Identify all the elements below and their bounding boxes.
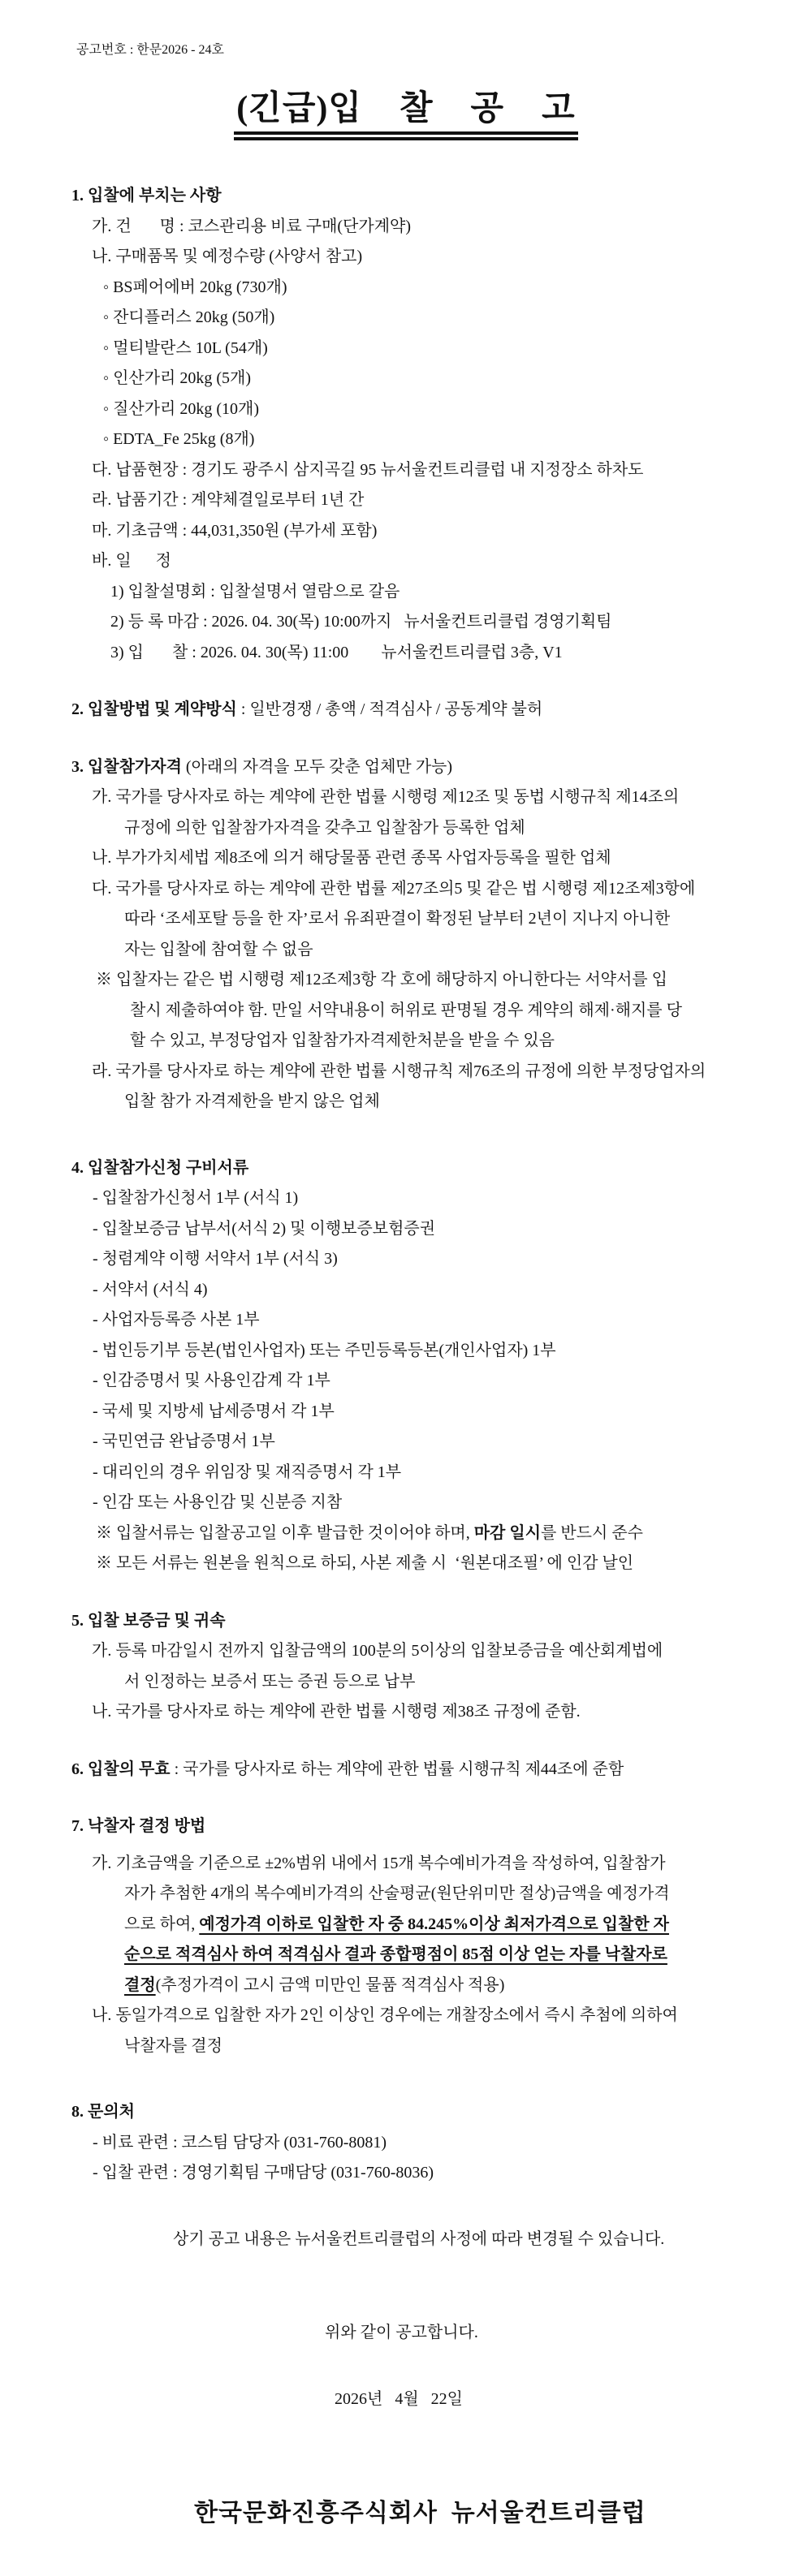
required-document	[0, 1183, 812, 1214]
required-document	[0, 1244, 812, 1275]
doc-text-segment: 6. 입찰의 무효	[71, 1760, 171, 1778]
doc-text-segment: 가. 기초금액을 기준으로 ±2%범위 내에서 15개 복수예비가격을 작성하여, 입찰참가	[92, 1854, 666, 1872]
doc-text-segment: 2. 입찰방법 및 계약방식	[71, 700, 237, 719]
contact-item	[0, 2158, 812, 2189]
required-document	[0, 1458, 812, 1488]
doc-text-segment: - 입찰참가신청서 1부 (서식 1)	[93, 1189, 299, 1208]
doc-text-segment: 나. 구매품목 및 예정수량 (사양서 참고)	[92, 248, 363, 266]
doc-text-segment: ※ 입찰서류는 입찰공고일 이후 발급한 것이어야 하며,	[96, 1523, 474, 1542]
schedule-item	[0, 577, 812, 608]
award-method-item-cont	[0, 1879, 812, 1910]
footer-announcement	[0, 2318, 812, 2349]
doc-text-segment: 가. 건 명 : 코스관리용 비료 구매(단가계약)	[92, 217, 411, 235]
required-document	[0, 1336, 812, 1367]
doc-text-segment: ◦ 잔디플러스 20kg (50개)	[103, 308, 275, 327]
item-purchase-list-heading	[0, 242, 812, 273]
contact-item	[0, 2128, 812, 2159]
award-method-item	[0, 1849, 812, 1880]
doc-text-segment: - 비료 관련 : 코스팀 담당자 (031-760-8081)	[93, 2133, 387, 2152]
document-body	[0, 181, 812, 2531]
required-document	[0, 1488, 812, 1518]
doc-text-segment: 할 수 있고, 부정당업자 입찰참가자격제한처분을 받을 수 있음	[130, 1032, 555, 1050]
award-method-item	[0, 2001, 812, 2031]
doc-text-segment: 상기 공고 내용은 뉴서울컨트리클럽의 사정에 따라 변경될 수 있습니다.	[173, 2229, 665, 2248]
doc-text-segment: 다. 납품현장 : 경기도 광주시 삼지곡길 95 뉴서울컨트리클럽 내 지정장소 하차도	[92, 460, 644, 479]
doc-text-segment: (아래의 자격을 모두 갖춘 업체만 가능)	[181, 757, 453, 776]
doc-text-segment: 2) 등 록 마감 : 2026. 04. 30(목) 10:00까지 뉴서울컨트리클럽 경영기획팀	[110, 613, 612, 631]
doc-text-segment: - 인감 또는 사용인감 및 신분증 지참	[93, 1493, 343, 1512]
doc-text-segment: 8. 문의처	[71, 2103, 135, 2122]
doc-text-segment: 서 인정하는 보증서 또는 증권 등으로 납부	[124, 1672, 416, 1691]
doc-text-segment: 예정가격 이하로 입찰한 자 중 84.245%이상 최저가격으로 입찰한 자	[199, 1915, 669, 1933]
page-title: (긴급)입 찰 공 고	[234, 91, 577, 140]
section-heading-7	[0, 1811, 812, 1842]
doc-text-segment: 순으로 적격심사 하여 적격심사 결과 종합평점이 85점 이상 얻는 자를 낙찰자로	[124, 1945, 667, 1964]
doc-text-segment: - 사업자등록증 사본 1부	[93, 1311, 260, 1329]
doc-text-segment: 한국문화진흥주식회사 뉴서울컨트리클럽	[194, 2500, 646, 2527]
purchase-item	[0, 334, 812, 364]
doc-text-segment: - 법인등기부 등본(법인사업자) 또는 주민등록등본(개인사업자) 1부	[93, 1341, 556, 1359]
doc-text-segment: 3. 입찰참가자격	[71, 757, 182, 776]
doc-text-segment: 7. 낙찰자 결정 방법	[71, 1817, 206, 1836]
doc-text-segment: 입찰 참가 자격제한을 받지 않은 업체	[124, 1092, 380, 1111]
doc-text-segment: 자가 추첨한 4개의 복수예비가격의 산술평균(원단위미만 절상)금액을 예정가격	[124, 1885, 670, 1903]
purchase-item	[0, 273, 812, 304]
doc-text-segment: 가. 국가를 당사자로 하는 계약에 관한 법률 시행령 제12조 및 동법 시행규칙 제14조의	[92, 788, 680, 807]
qualification-note-cont	[0, 996, 812, 1027]
doc-text-segment: 결정	[124, 1975, 156, 1994]
doc-text-segment: 가. 등록 마감일시 전까지 입찰금액의 100분의 5이상의 입찰보증금을 예산회계법에	[92, 1642, 663, 1661]
award-method-item-cont	[0, 2031, 812, 2062]
item-name	[0, 212, 812, 243]
doc-text-segment: ◦ 인산가리 20kg (5개)	[103, 369, 252, 388]
doc-text-segment: 나. 국가를 당사자로 하는 계약에 관한 법률 시행령 제38조 규정에 준함.	[92, 1703, 581, 1721]
deposit-item-cont	[0, 1667, 812, 1698]
doc-text-segment: ※ 모든 서류는 원본을 원칙으로 하되, 사본 제출 시 ‘원본대조필’ 에 인감 날인	[96, 1554, 634, 1573]
doc-text-segment: - 인감증명서 및 사용인감계 각 1부	[93, 1372, 330, 1390]
qualification-item	[0, 843, 812, 874]
section-heading-5	[0, 1606, 812, 1637]
qualification-item	[0, 874, 812, 905]
doc-text-segment: ※ 입찰자는 같은 법 시행령 제12조제3항 각 호에 해당하지 아니한다는 서약서를 입	[96, 971, 667, 989]
doc-text-segment: : 국가를 당사자로 하는 계약에 관한 법률 시행규칙 제44조에 준함	[170, 1760, 624, 1778]
qualification-item-cont	[0, 1087, 812, 1118]
schedule-item	[0, 638, 812, 669]
notice-number: 공고번호 : 한문2026 - 24호	[76, 43, 224, 57]
doc-text-segment: 4. 입찰참가신청 구비서류	[71, 1158, 249, 1177]
qualification-item	[0, 1057, 812, 1088]
required-document	[0, 1397, 812, 1428]
doc-text-segment: ◦ 질산가리 20kg (10개)	[103, 399, 260, 418]
section-heading-8	[0, 2097, 812, 2128]
doc-text-segment: 위와 같이 공고합니다.	[325, 2324, 478, 2342]
doc-text-segment: - 국세 및 지방세 납세증명서 각 1부	[93, 1402, 335, 1420]
section-heading-3	[0, 752, 812, 783]
section-heading-1	[0, 181, 812, 212]
doc-text-segment: - 서약서 (서식 4)	[93, 1280, 208, 1299]
section-heading-4	[0, 1153, 812, 1184]
qualification-note-cont	[0, 1026, 812, 1057]
required-document	[0, 1305, 812, 1336]
doc-text-segment: 5. 입찰 보증금 및 귀속	[71, 1611, 226, 1630]
doc-text-segment: 3) 입 찰 : 2026. 04. 30(목) 11:00 뉴서울컨트리클럽 3층, V1	[110, 643, 563, 661]
purchase-item	[0, 303, 812, 334]
section-heading-6	[0, 1755, 812, 1786]
document-note	[0, 1549, 812, 1579]
footer-date	[0, 2384, 812, 2415]
doc-text-segment: 규정에 의한 입찰참가자격을 갖추고 입찰참가 등록한 업체	[124, 818, 525, 837]
doc-text-segment: 으로 하여,	[124, 1915, 200, 1933]
doc-text-segment: 낙찰자를 결정	[124, 2036, 222, 2055]
required-document	[0, 1214, 812, 1245]
required-document	[0, 1427, 812, 1458]
doc-text-segment: 마감 일시	[473, 1523, 542, 1542]
doc-text-segment: ◦ BS페어에버 20kg (730개)	[103, 278, 287, 296]
doc-text-segment: 를 반드시 준수	[541, 1523, 643, 1542]
title-row	[0, 91, 812, 140]
purchase-item	[0, 424, 812, 455]
doc-text-segment: - 입찰보증금 납부서(서식 2) 및 이행보증보험증권	[93, 1219, 436, 1238]
deposit-item	[0, 1636, 812, 1667]
doc-text-segment: - 국민연금 완납증명서 1부	[93, 1432, 275, 1451]
qualification-item-cont	[0, 935, 812, 966]
doc-text-segment: 바. 일 정	[92, 552, 171, 571]
footer-company	[0, 2496, 812, 2531]
document-note	[0, 1518, 812, 1549]
qualification-item-cont	[0, 904, 812, 935]
doc-text-segment: (추정가격이 고시 금액 미만인 물품 적격심사 적용)	[155, 1975, 505, 1994]
doc-text-segment: 마. 기초금액 : 44,031,350원 (부가세 포함)	[92, 521, 378, 540]
doc-text-segment: ◦ EDTA_Fe 25kg (8개)	[103, 430, 255, 449]
section-heading-2	[0, 695, 812, 726]
purchase-item	[0, 364, 812, 394]
doc-text-segment: 1. 입찰에 부치는 사항	[71, 187, 222, 205]
doc-text-segment: : 일반경쟁 / 총액 / 적격심사 / 공동계약 불허	[236, 700, 543, 719]
doc-text-segment: 라. 국가를 당사자로 하는 계약에 관한 법률 시행규칙 제76조의 규정에 의한 부정당업자의	[92, 1062, 706, 1080]
doc-text-segment: 다. 국가를 당사자로 하는 계약에 관한 법률 제27조의5 및 같은 법 시행령 제12조제3항에	[92, 879, 696, 898]
deposit-item	[0, 1697, 812, 1728]
doc-text-segment: - 청렴계약 이행 서약서 1부 (서식 3)	[93, 1250, 338, 1269]
doc-text-segment: 자는 입찰에 참여할 수 없음	[124, 940, 313, 958]
doc-text-segment: 찰시 제출하여야 함. 만일 서약내용이 허위로 판명될 경우 계약의 해제·해지를 당	[130, 1001, 682, 1019]
doc-text-segment: 따라 ‘조세포탈 등을 한 자’로서 유죄판결이 확정된 날부터 2년이 지나지 아니한	[124, 910, 671, 928]
doc-text-segment: ◦ 멀티발란스 10L (54개)	[103, 338, 268, 357]
item-delivery-period	[0, 485, 812, 516]
doc-text-segment: 1) 입찰설명회 : 입찰설명서 열람으로 갈음	[110, 582, 400, 601]
award-method-item-cont	[0, 1940, 812, 1971]
qualification-item-cont	[0, 813, 812, 844]
doc-text-segment: 나. 동일가격으로 입찰한 자가 2인 이상인 경우에는 개찰장소에서 즉시 추첨에 의하여	[92, 2006, 678, 2025]
doc-text-segment: 나. 부가가치세법 제8조에 의거 해당물품 관련 종목 사업자등록을 필한 업체	[92, 849, 611, 868]
qualification-item	[0, 782, 812, 813]
doc-text-segment: - 대리인의 경우 위임장 및 재직증명서 각 1부	[93, 1462, 402, 1481]
required-document	[0, 1366, 812, 1397]
award-method-item-cont	[0, 1910, 812, 1941]
award-method-item-cont	[0, 1971, 812, 2001]
item-delivery-site	[0, 455, 812, 486]
item-base-amount	[0, 516, 812, 547]
footer-change-note	[0, 2225, 812, 2255]
required-document	[0, 1275, 812, 1306]
doc-text-segment: 라. 납품기간 : 계약체결일로부터 1년 간	[92, 491, 365, 510]
doc-text-segment: 2026년 4월 22일	[335, 2389, 463, 2408]
qualification-note	[0, 965, 812, 996]
doc-text-segment: - 입찰 관련 : 경영기획팀 구매담당 (031-760-8036)	[93, 2164, 434, 2182]
item-schedule-heading	[0, 546, 812, 577]
schedule-item	[0, 607, 812, 638]
purchase-item	[0, 394, 812, 425]
